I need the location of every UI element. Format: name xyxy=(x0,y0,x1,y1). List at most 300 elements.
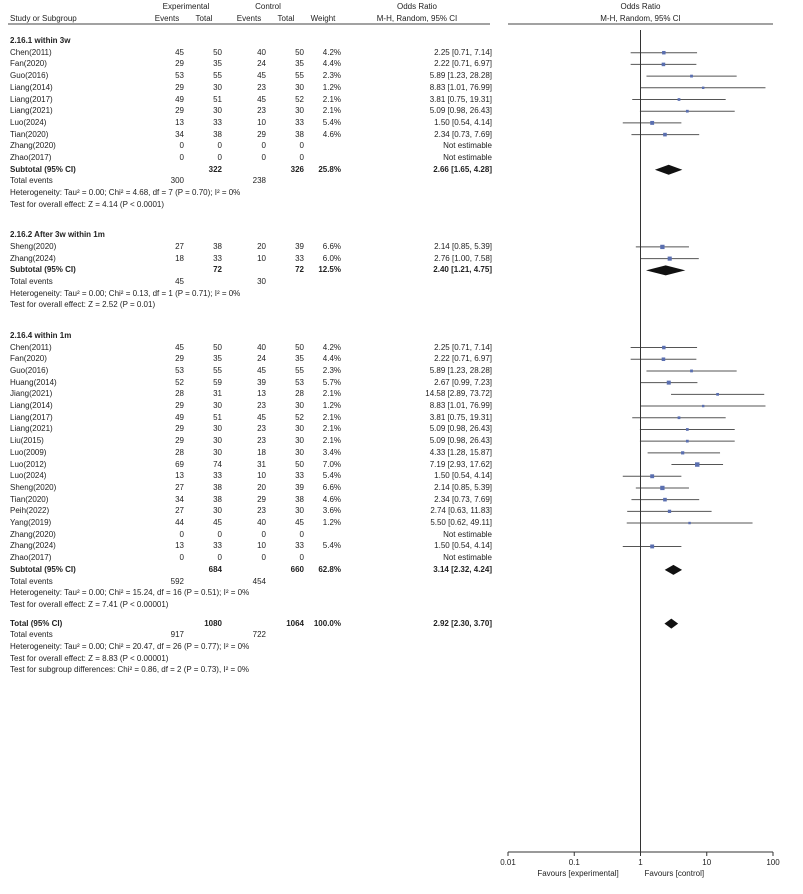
subtotal-weight: 12.5% xyxy=(318,265,341,275)
total-events-label: Total events xyxy=(10,277,53,287)
ctl-total: 28 xyxy=(295,389,304,399)
effect-square xyxy=(660,486,664,490)
exp-events: 28 xyxy=(175,389,184,399)
ctl-total: 35 xyxy=(295,59,304,69)
study-weight: 3.6% xyxy=(322,506,341,516)
subgroup-differences: Test for subgroup differences: Chi² = 0.86, df = 2 (P = 0.73), I² = 0% xyxy=(10,665,249,675)
study-odds-ratio: 14.58 [2.89, 73.72] xyxy=(425,389,492,399)
header-study: Study or Subgroup xyxy=(10,14,77,23)
x-tick-label: 1 xyxy=(638,858,643,867)
subtotal-diamond xyxy=(646,265,685,275)
ctl-events: 29 xyxy=(257,129,266,139)
exp-total: 35 xyxy=(213,354,222,364)
study-weight: 5.7% xyxy=(322,377,341,387)
study-odds-ratio: Not estimable xyxy=(443,141,492,151)
ctl-total: 38 xyxy=(295,129,304,139)
subtotal-exp-total: 72 xyxy=(213,265,222,275)
effect-square xyxy=(716,393,719,396)
effect-square xyxy=(662,63,666,67)
ctl-total: 0 xyxy=(299,553,304,563)
ctl-total: 50 xyxy=(295,459,304,469)
study-name: Zhang(2024) xyxy=(10,541,56,551)
study-weight: 5.4% xyxy=(322,117,341,127)
study-odds-ratio: 5.09 [0.98, 26.43] xyxy=(429,424,492,434)
study-name: Jiang(2021) xyxy=(10,389,53,399)
study-odds-ratio: 2.14 [0.85, 5.39] xyxy=(434,241,492,251)
ctl-events: 0 xyxy=(261,141,266,151)
effect-square xyxy=(662,51,665,54)
study-name: Zhang(2024) xyxy=(10,253,56,263)
study-weight: 2.1% xyxy=(322,412,341,422)
subtotal-ctl-total: 326 xyxy=(290,164,304,174)
ctl-total: 50 xyxy=(295,342,304,352)
exp-total: 30 xyxy=(213,506,222,516)
x-tick-label: 10 xyxy=(702,858,712,867)
ctl-total: 45 xyxy=(295,518,304,528)
subgroup-title: 2.16.4 within 1m xyxy=(10,330,72,340)
overall-heterogeneity: Heterogeneity: Tau² = 0.00; Chi² = 20.47, df = 26 (P = 0.77); I² = 0% xyxy=(10,642,250,652)
exp-total: 33 xyxy=(213,253,222,263)
x-tick-label: 0.1 xyxy=(568,858,580,867)
ctl-events: 45 xyxy=(257,365,266,375)
ctl-total: 50 xyxy=(295,47,304,57)
ctl-total: 33 xyxy=(295,253,304,263)
exp-events: 49 xyxy=(175,412,184,422)
effect-square xyxy=(668,257,672,261)
ctl-events: 29 xyxy=(257,494,266,504)
study-name: Huang(2014) xyxy=(10,377,57,387)
study-odds-ratio: Not estimable xyxy=(443,153,492,162)
subgroup-title: 2.16.2 After 3w within 1m xyxy=(10,230,105,240)
ctl-events: 40 xyxy=(257,342,266,352)
exp-total: 50 xyxy=(213,342,222,352)
study-weight: 2.1% xyxy=(322,436,341,446)
exp-events: 0 xyxy=(179,153,184,162)
ctl-events: 40 xyxy=(257,518,266,528)
exp-events: 52 xyxy=(175,377,184,387)
study-name: Chen(2011) xyxy=(10,47,52,57)
exp-total: 30 xyxy=(213,447,222,457)
effect-square xyxy=(702,87,704,89)
subtotal-ctl-total: 72 xyxy=(295,265,304,275)
study-odds-ratio: 2.34 [0.73, 7.69] xyxy=(434,129,492,139)
ctl-events: 24 xyxy=(257,354,266,364)
exp-total: 30 xyxy=(213,401,222,411)
header-experimental: Experimental xyxy=(162,2,210,11)
study-weight: 2.1% xyxy=(322,424,341,434)
study-odds-ratio: Not estimable xyxy=(443,553,492,563)
overall-events-exp: 917 xyxy=(170,630,184,640)
total-events-ctl: 238 xyxy=(252,176,266,186)
exp-events: 29 xyxy=(175,59,184,69)
subgroup-title: 2.16.1 within 3w xyxy=(10,36,71,45)
exp-events: 29 xyxy=(175,424,184,434)
exp-total: 55 xyxy=(213,365,222,375)
study-name: Guo(2016) xyxy=(10,365,49,375)
ctl-events: 10 xyxy=(257,117,266,127)
study-name: Fan(2020) xyxy=(10,354,47,364)
study-odds-ratio: 8.83 [1.01, 76.99] xyxy=(429,82,492,92)
effect-square xyxy=(678,416,681,419)
x-tick-label: 0.01 xyxy=(500,858,516,867)
effect-square xyxy=(650,544,654,548)
study-weight: 4.6% xyxy=(322,129,341,139)
study-odds-ratio: 2.25 [0.71, 7.14] xyxy=(434,342,492,352)
study-weight: 4.4% xyxy=(322,59,341,69)
study-name: Zhang(2020) xyxy=(10,141,56,151)
overall-effect-text: Test for overall effect: Z = 7.41 (P < 0.00001) xyxy=(10,599,169,609)
ctl-total: 33 xyxy=(295,471,304,481)
subtotal-weight: 25.8% xyxy=(318,164,341,174)
subtotal-diamond xyxy=(655,165,682,175)
total-events-ctl: 454 xyxy=(252,576,266,586)
subtotal-diamond xyxy=(665,565,682,575)
study-odds-ratio: 5.09 [0.98, 26.43] xyxy=(429,436,492,446)
ctl-total: 38 xyxy=(295,494,304,504)
ctl-total: 52 xyxy=(295,94,304,104)
study-name: Luo(2012) xyxy=(10,459,47,469)
subtotal-label: Subtotal (95% CI) xyxy=(10,265,76,275)
study-weight: 6.6% xyxy=(322,241,341,251)
study-odds-ratio: 3.81 [0.75, 19.31] xyxy=(429,412,492,422)
header-odds-ratio: Odds Ratio xyxy=(396,2,438,11)
study-odds-ratio: 5.89 [1.23, 28.28] xyxy=(429,71,492,81)
exp-events: 69 xyxy=(175,459,184,469)
study-weight: 2.1% xyxy=(322,94,341,104)
overall-effect-text: Test for overall effect: Z = 4.14 (P < 0.0001) xyxy=(10,199,165,209)
overall-effect: Test for overall effect: Z = 8.83 (P < 0.00001) xyxy=(10,653,169,663)
study-odds-ratio: 2.25 [0.71, 7.14] xyxy=(434,47,492,57)
ctl-events: 18 xyxy=(257,447,266,457)
effect-square xyxy=(688,522,690,524)
ctl-total: 0 xyxy=(299,153,304,162)
effect-square xyxy=(667,381,671,385)
study-name: Peih(2022) xyxy=(10,506,50,516)
study-odds-ratio: 5.09 [0.98, 26.43] xyxy=(429,106,492,116)
total-events-exp: 45 xyxy=(175,277,184,287)
study-name: Guo(2016) xyxy=(10,71,49,81)
study-name: Fan(2020) xyxy=(10,59,47,69)
exp-total: 38 xyxy=(213,482,222,492)
exp-total: 50 xyxy=(213,47,222,57)
effect-square xyxy=(650,121,654,125)
study-odds-ratio: 2.34 [0.73, 7.69] xyxy=(434,494,492,504)
total-label: Total (95% CI) xyxy=(10,618,63,628)
effect-square xyxy=(686,428,689,431)
study-weight: 4.2% xyxy=(322,47,341,57)
ctl-events: 23 xyxy=(257,82,266,92)
exp-events: 18 xyxy=(175,253,184,263)
study-odds-ratio: 8.83 [1.01, 76.99] xyxy=(429,401,492,411)
study-odds-ratio: 5.89 [1.23, 28.28] xyxy=(429,365,492,375)
header-ctl-total: Total xyxy=(277,14,295,23)
exp-events: 34 xyxy=(175,129,184,139)
study-weight: 3.4% xyxy=(322,447,341,457)
ctl-events: 45 xyxy=(257,71,266,81)
heterogeneity-text: Heterogeneity: Tau² = 0.00; Chi² = 4.68, df = 7 (P = 0.70); I² = 0% xyxy=(10,188,241,198)
ctl-events: 23 xyxy=(257,424,266,434)
exp-total: 31 xyxy=(213,389,222,399)
effect-square xyxy=(681,451,684,454)
study-weight: 4.2% xyxy=(322,342,341,352)
total-odds-ratio: 2.92 [2.30, 3.70] xyxy=(433,618,492,628)
effect-square xyxy=(662,346,665,349)
ctl-total: 30 xyxy=(295,424,304,434)
exp-total: 30 xyxy=(213,106,222,116)
study-weight: 7.0% xyxy=(322,459,341,469)
total-events-ctl: 30 xyxy=(257,277,266,287)
effect-square xyxy=(686,110,689,113)
subtotal-label: Subtotal (95% CI) xyxy=(10,164,76,174)
ctl-total: 39 xyxy=(295,241,304,251)
exp-events: 28 xyxy=(175,447,184,457)
study-name: Liang(2017) xyxy=(10,94,53,104)
ctl-events: 20 xyxy=(257,241,266,251)
exp-total: 38 xyxy=(213,129,222,139)
ctl-events: 0 xyxy=(261,153,266,162)
ctl-events: 20 xyxy=(257,482,266,492)
study-weight: 2.1% xyxy=(322,389,341,399)
effect-square xyxy=(690,370,693,373)
ctl-total: 33 xyxy=(295,117,304,127)
effect-square xyxy=(702,405,704,407)
ctl-events: 23 xyxy=(257,401,266,411)
study-odds-ratio: 2.22 [0.71, 6.97] xyxy=(434,59,492,69)
exp-total: 38 xyxy=(213,241,222,251)
effect-square xyxy=(660,245,664,249)
header-exp-events: Events xyxy=(154,14,180,23)
total-weight: 100.0% xyxy=(313,618,341,628)
study-weight: 4.6% xyxy=(322,494,341,504)
header-control: Control xyxy=(255,2,281,11)
exp-events: 13 xyxy=(175,541,184,551)
study-odds-ratio: 2.76 [1.00, 7.58] xyxy=(434,253,492,263)
effect-square xyxy=(663,133,667,137)
header-plot-sub: M-H, Random, 95% CI xyxy=(600,14,681,23)
exp-total: 59 xyxy=(213,377,222,387)
ctl-total: 30 xyxy=(295,401,304,411)
ctl-events: 0 xyxy=(261,553,266,563)
ctl-events: 39 xyxy=(257,377,266,387)
study-odds-ratio: 2.14 [0.85, 5.39] xyxy=(434,482,492,492)
exp-total: 51 xyxy=(213,94,222,104)
exp-total: 33 xyxy=(213,117,222,127)
exp-events: 0 xyxy=(179,529,184,539)
ctl-total: 0 xyxy=(299,141,304,151)
exp-total: 30 xyxy=(213,82,222,92)
subtotal-odds-ratio: 2.66 [1.65, 4.28] xyxy=(433,164,492,174)
study-name: Tian(2020) xyxy=(10,494,49,504)
ctl-total: 55 xyxy=(295,71,304,81)
ctl-events: 10 xyxy=(257,471,266,481)
exp-total: 45 xyxy=(213,518,222,528)
study-odds-ratio: 7.19 [2.93, 17.62] xyxy=(429,459,492,469)
study-odds-ratio: 3.81 [0.75, 19.31] xyxy=(429,94,492,104)
exp-events: 27 xyxy=(175,506,184,516)
study-odds-ratio: 2.22 [0.71, 6.97] xyxy=(434,354,492,364)
ctl-events: 23 xyxy=(257,106,266,116)
ctl-total: 30 xyxy=(295,436,304,446)
total-exp: 1080 xyxy=(204,618,222,628)
exp-events: 13 xyxy=(175,471,184,481)
ctl-total: 52 xyxy=(295,412,304,422)
study-odds-ratio: 2.74 [0.63, 11.83] xyxy=(430,506,492,516)
exp-total: 0 xyxy=(217,529,222,539)
overall-diamond xyxy=(664,619,678,629)
study-odds-ratio: 2.67 [0.99, 7.23] xyxy=(434,377,492,387)
exp-events: 29 xyxy=(175,106,184,116)
study-weight: 6.6% xyxy=(322,482,341,492)
study-name: Liang(2021) xyxy=(10,424,53,434)
ctl-events: 13 xyxy=(257,389,266,399)
exp-total: 33 xyxy=(213,541,222,551)
ctl-events: 23 xyxy=(257,436,266,446)
ctl-total: 30 xyxy=(295,82,304,92)
ctl-events: 45 xyxy=(257,412,266,422)
study-odds-ratio: 1.50 [0.54, 4.14] xyxy=(434,471,492,481)
header-exp-total: Total xyxy=(195,14,213,23)
exp-total: 33 xyxy=(213,471,222,481)
study-odds-ratio: 5.50 [0.62, 49.11] xyxy=(430,518,492,528)
header-ctl-events: Events xyxy=(236,14,262,23)
study-name: Zhao(2017) xyxy=(10,553,52,563)
overall-events-ctl: 722 xyxy=(252,630,266,640)
effect-square xyxy=(690,75,693,78)
ctl-events: 0 xyxy=(261,529,266,539)
effect-square xyxy=(668,510,671,513)
ctl-events: 45 xyxy=(257,94,266,104)
study-name: Luo(2024) xyxy=(10,471,47,481)
subtotal-label: Subtotal (95% CI) xyxy=(10,564,76,574)
study-name: Luo(2024) xyxy=(10,117,47,127)
study-name: Liang(2021) xyxy=(10,106,53,116)
study-weight: 1.2% xyxy=(322,401,341,411)
study-name: Chen(2011) xyxy=(10,342,52,352)
ctl-events: 10 xyxy=(257,541,266,551)
ctl-events: 40 xyxy=(257,47,266,57)
ctl-total: 30 xyxy=(295,447,304,457)
study-weight: 1.2% xyxy=(322,518,341,528)
exp-total: 0 xyxy=(217,153,222,162)
subtotal-odds-ratio: 3.14 [2.32, 4.24] xyxy=(433,564,492,574)
study-odds-ratio: 1.50 [0.54, 4.14] xyxy=(434,541,492,551)
exp-total: 0 xyxy=(217,141,222,151)
exp-events: 45 xyxy=(175,47,184,57)
exp-events: 29 xyxy=(175,401,184,411)
ctl-total: 30 xyxy=(295,506,304,516)
subtotal-weight: 62.8% xyxy=(318,564,341,574)
study-name: Zhang(2020) xyxy=(10,529,56,539)
subtotal-ctl-total: 660 xyxy=(290,564,304,574)
study-odds-ratio: 1.50 [0.54, 4.14] xyxy=(434,117,492,127)
favours-control-label: Favours [control] xyxy=(644,869,705,878)
exp-events: 29 xyxy=(175,354,184,364)
exp-total: 30 xyxy=(213,424,222,434)
effect-square xyxy=(686,440,689,443)
study-weight: 5.4% xyxy=(322,541,341,551)
exp-events: 45 xyxy=(175,342,184,352)
study-odds-ratio: Not estimable xyxy=(443,529,492,539)
study-name: Liu(2015) xyxy=(10,436,44,446)
study-weight: 6.0% xyxy=(322,253,341,263)
ctl-events: 31 xyxy=(257,459,266,469)
exp-events: 27 xyxy=(175,241,184,251)
study-name: Zhao(2017) xyxy=(10,153,52,162)
ctl-total: 55 xyxy=(295,365,304,375)
subtotal-odds-ratio: 2.40 [1.21, 4.75] xyxy=(433,265,492,275)
exp-events: 53 xyxy=(175,365,184,375)
overall-events-label: Total events xyxy=(10,630,53,640)
overall-effect-text: Test for overall effect: Z = 2.52 (P = 0.01) xyxy=(10,300,156,310)
exp-total: 35 xyxy=(213,59,222,69)
effect-square xyxy=(695,462,699,466)
ctl-events: 24 xyxy=(257,59,266,69)
exp-events: 29 xyxy=(175,82,184,92)
heterogeneity-text: Heterogeneity: Tau² = 0.00; Chi² = 0.13, df = 1 (P = 0.71); I² = 0% xyxy=(10,288,241,298)
ctl-total: 30 xyxy=(295,106,304,116)
subtotal-exp-total: 684 xyxy=(208,564,222,574)
exp-events: 27 xyxy=(175,482,184,492)
study-odds-ratio: 4.33 [1.28, 15.87] xyxy=(429,447,492,457)
ctl-total: 33 xyxy=(295,541,304,551)
exp-total: 38 xyxy=(213,494,222,504)
study-name: Yang(2019) xyxy=(10,518,52,528)
study-weight: 5.4% xyxy=(322,471,341,481)
exp-events: 49 xyxy=(175,94,184,104)
total-events-exp: 300 xyxy=(170,176,184,186)
effect-square xyxy=(678,98,681,101)
study-weight: 2.1% xyxy=(322,106,341,116)
ctl-total: 35 xyxy=(295,354,304,364)
ctl-events: 10 xyxy=(257,253,266,263)
favours-experimental-label: Favours [experimental] xyxy=(537,869,619,878)
study-name: Liang(2014) xyxy=(10,82,53,92)
total-ctl: 1064 xyxy=(286,618,304,628)
exp-events: 44 xyxy=(175,518,184,528)
x-tick-label: 100 xyxy=(766,858,780,867)
exp-events: 0 xyxy=(179,141,184,151)
header-or-sub: M-H, Random, 95% CI xyxy=(376,14,458,23)
exp-events: 53 xyxy=(175,71,184,81)
header-weight: Weight xyxy=(310,14,336,23)
exp-total: 0 xyxy=(217,553,222,563)
subtotal-exp-total: 322 xyxy=(208,164,222,174)
effect-square xyxy=(662,357,666,361)
heterogeneity-text: Heterogeneity: Tau² = 0.00; Chi² = 15.24, df = 16 (P = 0.51); I² = 0% xyxy=(10,588,250,598)
study-weight: 2.3% xyxy=(322,365,341,375)
ctl-total: 0 xyxy=(299,529,304,539)
study-name: Liang(2017) xyxy=(10,412,53,422)
exp-total: 51 xyxy=(213,412,222,422)
exp-events: 13 xyxy=(175,117,184,127)
study-weight: 4.4% xyxy=(322,354,341,364)
study-name: Sheng(2020) xyxy=(10,482,57,492)
exp-events: 29 xyxy=(175,436,184,446)
exp-total: 30 xyxy=(213,436,222,446)
study-name: Tian(2020) xyxy=(10,129,49,139)
exp-total: 55 xyxy=(213,71,222,81)
exp-events: 34 xyxy=(175,494,184,504)
study-weight: 1.2% xyxy=(322,82,341,92)
total-events-label: Total events xyxy=(10,176,53,186)
study-name: Luo(2009) xyxy=(10,447,47,457)
study-name: Liang(2014) xyxy=(10,401,53,411)
exp-total: 74 xyxy=(213,459,222,469)
ctl-total: 53 xyxy=(295,377,304,387)
study-name: Sheng(2020) xyxy=(10,241,57,251)
ctl-total: 39 xyxy=(295,482,304,492)
effect-square xyxy=(663,498,667,502)
